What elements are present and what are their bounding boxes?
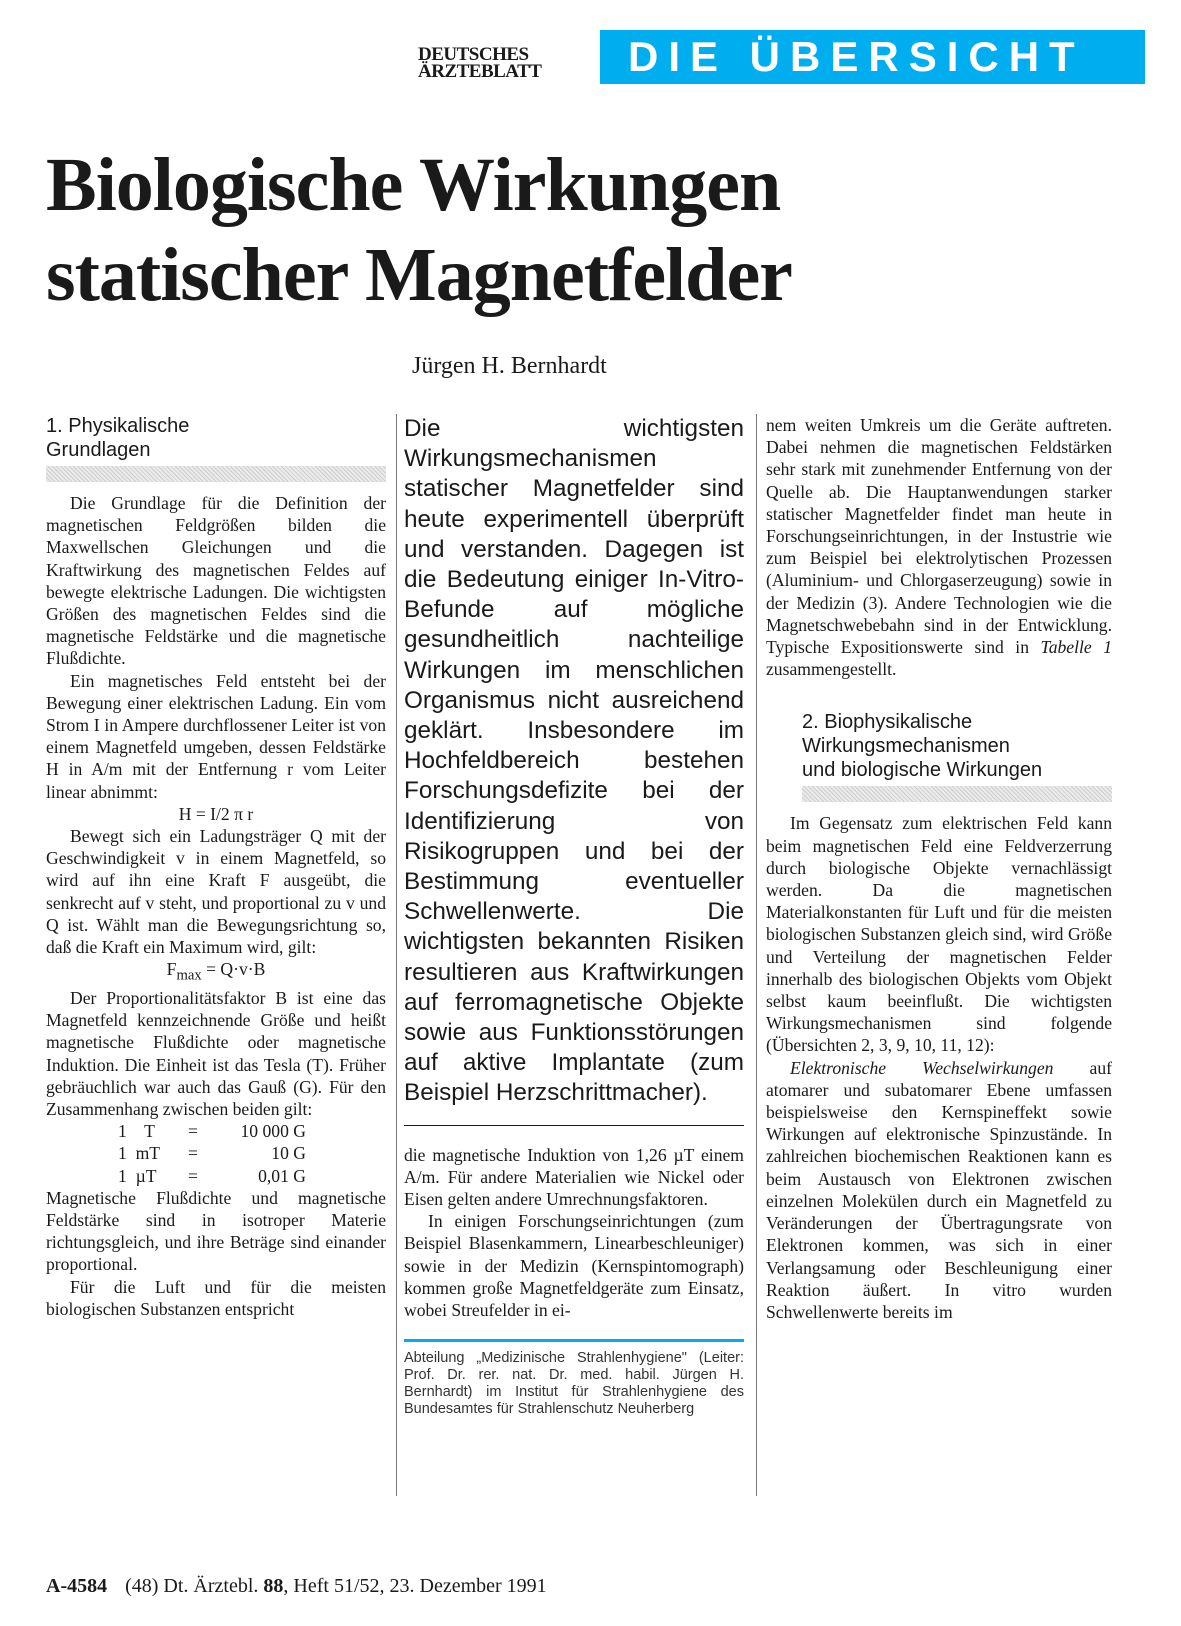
column-divider-left [396,414,397,1496]
section-heading-1-line-2: Grundlagen [46,439,151,461]
volume-number: 88 [263,1575,284,1597]
section-heading-1-line-1: 1. Physikalische [46,415,190,437]
formula-rest: = Q·v·B [201,959,266,980]
author-name: Jürgen H. Bernhardt [412,353,607,379]
article-title [46,140,1146,320]
text-run: zusammengestellt. [766,659,897,680]
section-heading-2-line-1: 2. Biophysikalische [802,711,973,734]
title-line-2: statischer Magnetfelder [46,233,792,317]
unit-left: 1 µT [118,1165,157,1186]
lead-divider [404,1125,744,1126]
unit-row: 1 µT = 0,01 G [118,1165,306,1186]
title-line-1: Biologische Wirkungen [46,143,781,227]
table-reference: Tabelle 1 [1040,637,1113,658]
text-run: auf atomarer und subatomarer Ebene umfassen beispielsweise den Kernspineffekt sowie Wirkungen auf elektronische Spinzustände. In zahlreichen biochemischen Reaktionen kann es beim Austausch von Elektronen zwischen einzelnen Molekülen durch ein Magnetfeld zu Veränderungen der Übertragungsrate von Elektronen kommen, was sich in einer Verlangsamung oder Beschleunigung einer Reaktion äußert. In vitro wurden Schwellenwerte bereits im [766,1057,1112,1322]
formula-field-strength: H = I/2 π r [178,803,254,824]
formula-symbol: F [166,959,177,980]
section-label: DIE ÜBERSICHT [628,33,1085,80]
unit-left: 1 mT [118,1143,161,1164]
column-3 [766,414,1112,1323]
unit-right: 0,01 G [258,1165,306,1186]
paragraph: Für die Luft und für die meisten biologischen Substanzen entspricht [46,1276,386,1319]
unit-left: 1 T [118,1121,155,1142]
logo-line-2: ÄRZTEBLATT [418,61,542,82]
paragraph: Magnetische Flußdichte und magnetische Feldstärke sind in isotroper Materie richtungsgleich, und ihre Beträge sind einander proportional. [46,1187,386,1275]
formula-lorentz-force [46,958,386,987]
paragraph: Der Proportionalitätsfaktor B ist eine das Magnetfeld kennzeichnende Größe und heißt magnetische Flußdichte oder magnetische Induktion. Die Einheit ist das Tesla (T). Früher gebräuchlich war auch das Gauß (G). Für den Zusammenhang zwischen beiden gilt: [46,987,386,1119]
section-heading-2-line-3: und biologische Wirkungen [802,759,1043,782]
italic-term: Elektronische Wechselwirkungen [790,1057,1054,1078]
journal-logo [418,46,586,80]
logo-line-1: DEUTSCHES [418,44,529,65]
paragraph: Die Grundlage für die Definition der magnetischen Feldgrößen bilden die Maxwellschen Gleichungen und die Kraftwirkung des magnetischen Feldes auf bewegte elektrische Ladungen. Die wichtigsten Größen des magnetischen Feldes sind die magnetische Feldstärke und die magnetische Flußdichte. [46,493,386,669]
section-heading-2-line-2: Wirkungsmechanismen [802,735,1010,758]
section-heading-2 [766,710,1112,782]
column-2 [404,414,744,1418]
paragraph: die magnetische Induktion von 1,26 µT einem A/m. Für andere Materialien wie Nickel oder Eisen gelten andere Umrechnungsfaktoren. [404,1144,744,1210]
paragraph: Bewegt sich ein Ladungsträger Q mit der Geschwindigkeit v in einem Magnetfeld, so wird auf ihn eine Kraft F ausgeübt, die senkrecht auf v steht, und proportional zu v und Q ist. Wählt man die Bewegungsrichtung so, daß die Kraft ein Maximum wird, gilt: [46,826,386,958]
page-footer [46,1575,547,1598]
citation-suffix: , Heft 51/52, 23. Dezember 1991 [283,1575,547,1597]
section-heading-1 [46,414,386,462]
text-run: nem weiten Umkreis um die Geräte auftreten. Dabei nehmen die magnetischen Feldstärken sehr stark mit zunehmender Entfernung von der Quelle ab. Die Hauptanwendungen starker statischer Magnetfelder findet man heute in Forschungseinrichtungen, in der Instustrie wie zum Beispiel bei elektrolytischen Prozessen (Aluminium- und Chlorgaserzeugung) sowie in der Medizin (3). Andere Technologien wie die Magnetschwebebahn sind in der Entwicklung. Typische Expositionswerte sind in [766,415,1112,658]
paragraph: Ein magnetisches Feld entsteht bei der Bewegung einer elektrischen Ladung. Ein vom Strom I in Ampere durchflossener Leiter ist von einem Magnetfeld umgeben, dessen Feldstärke H in A/m mit der Entfernung r vom Leiter linear abnimmt: [46,670,386,802]
heading-shade-bar [802,786,1112,802]
unit-conversion-table [46,1120,386,1187]
paragraph [766,1057,1112,1323]
column-divider-right [756,414,757,1496]
page-number: A-4584 [46,1575,108,1597]
paragraph: In einigen Forschungseinrichtungen (zum Beispiel Blasenkammern, Linearbeschleuniger) sowie in der Medizin (Kernspintomograph) kommen große Magnetfeldgeräte zum Einsatz, wobei Streufelder in ei- [404,1211,744,1321]
heading-shade-bar [46,466,386,482]
formula-subscript: max [176,967,202,984]
unit-row: 1 mT = 10 G [118,1143,306,1164]
lead-abstract: Die wichtigsten Wirkungsmechanismen statischer Magnetfelder sind heute experimentell überprüft und verstanden. Dagegen ist die Bedeutung einiger In-Vitro-Befunde auf mögliche gesundheitlich nachteilige Wirkungen im menschlichen Organismus nicht ausreichend geklärt. Insbesondere im Hochfeldbereich bestehen Forschungsdefizite bei der Identifizierung von Risikogruppen und bei der Bestimmung eventueller Schwellenwerte. Die wichtigsten bekannten Risiken resultieren aus Kraftwirkungen auf ferromagnetische Objekte sowie aus Funktionsstörungen auf aktive Implantate (zum Beispiel Herzschrittmacher). [404,415,744,1107]
unit-right: 10 G [271,1143,306,1164]
section-banner [600,30,1145,84]
citation-prefix: (48) Dt. Ärztebl. [125,1575,264,1597]
paragraph [766,414,1112,680]
paragraph: Im Gegensatz zum elektrischen Feld kann beim magnetischen Feld eine Feldverzerrung durch biologische Objekte vernachlässigt werden. Da die magnetischen Materialkonstanten für Luft und für die meisten biologischen Substanzen gleich sind, wird Größe und Verteilung der magnetischen Felder innerhalb des biologischen Objekts vom Objekt selbst kaum beeinflußt. Die wichtigsten Wirkungsmechanismen sind folgende (Übersichten 2, 3, 9, 10, 11, 12): [766,813,1112,1056]
column-1 [46,414,386,1320]
unit-right: 10 000 G [240,1121,306,1142]
author-affiliation: Abteilung „Medizinische Strahlenhygiene" (Leiter: Prof. Dr. rer. nat. Dr. med. habil. Jürgen H. Bernhardt) im Institut für Strahlenhygiene des Bundesamtes für Strahlenschutz Neuherberg [404,1350,744,1418]
affiliation-divider [404,1339,744,1342]
unit-row: 1 T = 10 000 G [118,1121,306,1142]
